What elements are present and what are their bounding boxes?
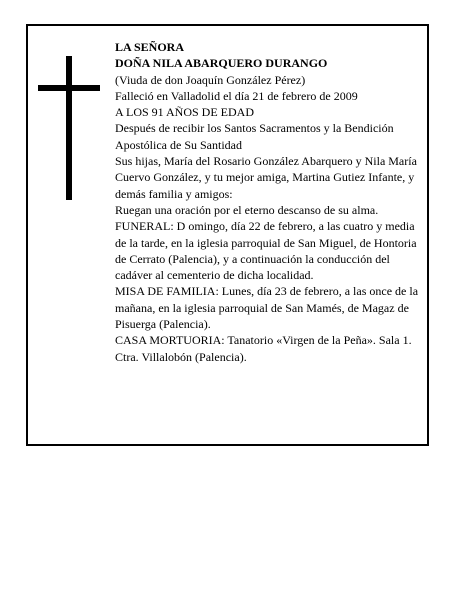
age-line: A LOS 91 AÑOS DE EDAD bbox=[115, 105, 255, 120]
prayer-line: Ruegan una oración por el eterno descanso de su alma. bbox=[115, 202, 379, 217]
funeral-line: FUNERAL: D omingo, día 22 de febrero, a las cuatro y media de la tarde, en la iglesia parroquial de San Miguel, de Hontoria de Cerrato (Palencia), y a continuación la conducción del cadáver al cementerio de dicha localidad. bbox=[115, 219, 417, 283]
widow-line: (Viuda de don Joaquín González Pérez) bbox=[115, 72, 306, 87]
notice-text bbox=[115, 39, 427, 365]
cross-vertical-bar bbox=[66, 56, 72, 200]
family-mass-line: MISA DE FAMILIA: Lunes, día 23 de febrero, a las once de la mañana, en la iglesia parroquial de San Mamés, de Magaz de Pisuerga (Palencia). bbox=[115, 284, 419, 332]
cross-horizontal-bar bbox=[38, 85, 100, 91]
mortuary-line: CASA MORTUORIA: Tanatorio «Virgen de la Peña». Sala 1. Ctra. Villalobón (Palencia). bbox=[115, 333, 412, 364]
sacraments-line: Después de recibir los Santos Sacramentos y la Bendición Apostólica de Su Santidad bbox=[115, 121, 394, 152]
notice-title: LA SEÑORA bbox=[115, 40, 185, 54]
death-line: Falleció en Valladolid el día 21 de febrero de 2009 bbox=[115, 88, 358, 103]
obituary-notice bbox=[26, 24, 429, 446]
cross-icon bbox=[38, 56, 100, 200]
family-line: Sus hijas, María del Rosario González Abarquero y Nila María Cuervo González, y tu mejor amiga, Martina Gutiez Infante, y demás familia y amigos: bbox=[115, 154, 417, 201]
deceased-name: DOÑA NILA ABARQUERO DURANGO bbox=[115, 56, 328, 71]
